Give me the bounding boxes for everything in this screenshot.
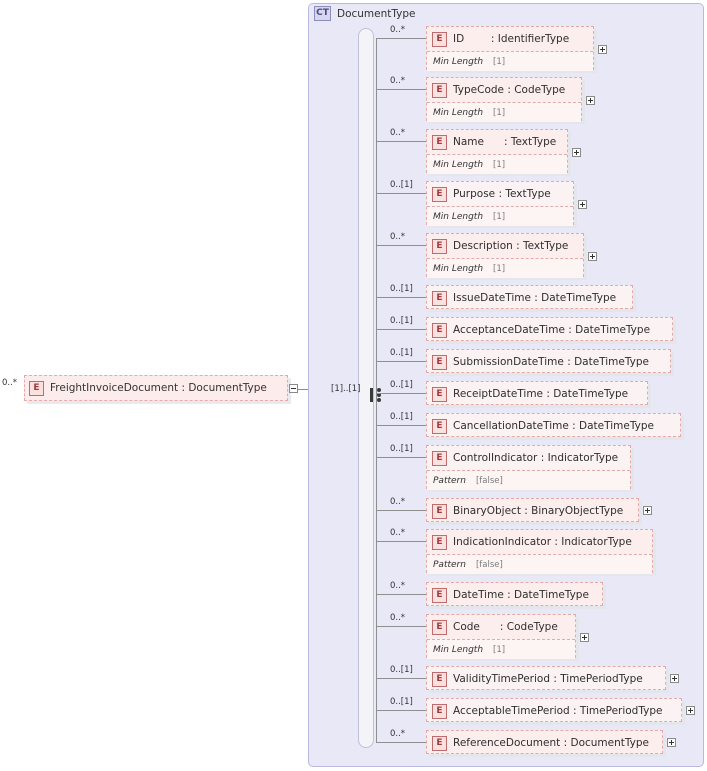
child-box-body (426, 614, 576, 658)
facet-name: Min Length (433, 159, 484, 170)
child-element-box[interactable] (426, 181, 574, 225)
connector-line (376, 425, 426, 426)
connector-line (376, 361, 426, 362)
facet-value: [false] (475, 559, 503, 570)
facet-value: [1] (493, 211, 506, 222)
child-expand-toggle[interactable] (572, 148, 581, 157)
child-element-label: ID : IdentifierType (453, 33, 570, 45)
facet-name: Min Length (433, 263, 484, 274)
child-name-row (427, 530, 652, 554)
root-element-box[interactable] (24, 375, 288, 401)
child-box-body (426, 233, 584, 277)
child-multiplicity: 0..* (390, 128, 406, 138)
child-multiplicity: 0..* (390, 76, 406, 86)
connector-line (376, 141, 426, 142)
element-kind-icon: E (432, 135, 447, 150)
child-name-row (427, 350, 670, 374)
child-multiplicity: 0..[1] (390, 348, 413, 358)
child-facet-row (427, 102, 581, 122)
connector-line (376, 393, 426, 394)
connector-line (376, 594, 426, 595)
child-element-box[interactable] (426, 129, 568, 173)
child-expand-toggle[interactable] (598, 45, 607, 54)
child-expand-toggle[interactable] (686, 706, 695, 715)
child-name-row (427, 78, 581, 102)
element-kind-icon: E (432, 672, 447, 687)
child-box-body (426, 181, 574, 225)
child-element-label: AcceptanceDateTime : DateTimeType (453, 324, 651, 336)
child-facet-row (427, 554, 652, 574)
facet-name: Pattern (433, 559, 466, 570)
child-box-body (426, 698, 682, 722)
child-name-row (427, 27, 593, 51)
complextype-header (314, 6, 416, 21)
connector-line (376, 742, 426, 743)
child-expand-toggle[interactable] (586, 96, 595, 105)
element-kind-icon: E (432, 239, 447, 254)
element-kind-icon: E (432, 620, 447, 635)
child-name-row (427, 182, 573, 206)
sequence-multiplicity: [1]..[1] (331, 384, 361, 394)
child-element-box[interactable] (426, 529, 653, 573)
element-kind-icon: E (432, 704, 447, 719)
child-facet-row (427, 258, 583, 278)
child-multiplicity: 0..[1] (390, 380, 413, 390)
child-element-box[interactable] (426, 285, 633, 309)
child-element-label: ReceiptDateTime : DateTimeType (453, 388, 629, 400)
child-name-row (427, 731, 662, 755)
child-expand-toggle[interactable] (580, 633, 589, 642)
child-name-row (427, 318, 672, 342)
child-multiplicity: 0..* (390, 25, 406, 35)
child-element-box[interactable] (426, 582, 603, 606)
connector-line (376, 38, 426, 39)
sequence-connector-icon (366, 388, 384, 402)
child-name-row (427, 382, 647, 406)
child-element-label: Code : CodeType (453, 621, 558, 633)
child-multiplicity: 0..[1] (390, 316, 413, 326)
child-element-box[interactable] (426, 77, 582, 121)
element-kind-icon: E (29, 381, 44, 396)
element-kind-icon: E (432, 535, 447, 550)
facet-value: [1] (493, 263, 506, 274)
child-facet-row (427, 470, 630, 490)
element-kind-icon: E (432, 504, 447, 519)
child-name-row (427, 234, 583, 258)
complextype-kind-icon: CT (314, 6, 331, 21)
facet-value: [1] (493, 107, 506, 118)
child-facet-row (427, 639, 575, 659)
root-collapse-toggle[interactable] (289, 384, 298, 393)
child-element-label: Name : TextType (453, 136, 557, 148)
connector-line (376, 297, 426, 298)
child-multiplicity: 0..[1] (390, 412, 413, 422)
root-element-multiplicity: 0..* (2, 378, 18, 388)
child-element-label: Description : TextType (453, 240, 569, 252)
connector-line (376, 626, 426, 627)
child-element-label: Purpose : TextType (453, 188, 551, 200)
child-expand-toggle[interactable] (578, 200, 587, 209)
child-multiplicity: 0..[1] (390, 665, 413, 675)
child-box-body (426, 349, 671, 373)
element-kind-icon: E (432, 451, 447, 466)
child-box-body (426, 413, 681, 437)
child-multiplicity: 0..[1] (390, 284, 413, 294)
child-element-box[interactable] (426, 349, 671, 373)
child-element-label: ValidityTimePeriod : TimePeriodType (453, 673, 643, 685)
child-box-body (426, 285, 633, 309)
child-box-body (426, 666, 666, 690)
child-multiplicity: 0..* (390, 729, 406, 739)
child-expand-toggle[interactable] (670, 674, 679, 683)
child-box-body (426, 582, 603, 606)
child-element-label: IndicationIndicator : IndicatorType (453, 536, 632, 548)
element-kind-icon: E (432, 736, 447, 751)
child-element-label: ControlIndicator : IndicatorType (453, 452, 619, 464)
child-facet-row (427, 51, 593, 71)
element-kind-icon: E (432, 355, 447, 370)
child-name-row (427, 583, 602, 607)
child-name-row (427, 414, 680, 438)
element-kind-icon: E (432, 588, 447, 603)
child-name-row (427, 286, 632, 310)
child-multiplicity: 0..[1] (390, 697, 413, 707)
child-element-label: CancellationDateTime : DateTimeType (453, 420, 654, 432)
child-box-body (426, 381, 648, 405)
facet-name: Min Length (433, 644, 484, 655)
child-box-body (426, 317, 673, 341)
element-kind-icon: E (432, 323, 447, 338)
element-kind-icon: E (432, 419, 447, 434)
connector-trunk (376, 38, 377, 742)
child-multiplicity: 0..* (390, 581, 406, 591)
connector-line (376, 510, 426, 511)
child-box-body (426, 26, 594, 70)
child-element-box[interactable] (426, 317, 673, 341)
element-kind-icon: E (432, 83, 447, 98)
connector-line (376, 541, 426, 542)
child-multiplicity: 0..[1] (390, 180, 413, 190)
child-element-box[interactable] (426, 614, 576, 658)
child-name-row (427, 667, 665, 691)
child-element-box[interactable] (426, 26, 594, 70)
child-element-box[interactable] (426, 445, 631, 489)
child-name-row (427, 130, 567, 154)
child-box-body (426, 529, 653, 573)
child-expand-toggle[interactable] (588, 252, 597, 261)
child-box-body (426, 77, 582, 121)
child-element-label: IssueDateTime : DateTimeType (453, 292, 617, 304)
connector-line (376, 457, 426, 458)
connector-line (376, 193, 426, 194)
facet-name: Min Length (433, 56, 484, 67)
child-multiplicity: 0..* (390, 528, 406, 538)
child-name-row (427, 499, 638, 523)
facet-name: Min Length (433, 107, 484, 118)
child-expand-toggle[interactable] (643, 506, 652, 515)
root-element-label: FreightInvoiceDocument : DocumentType (50, 382, 267, 394)
child-multiplicity: 0..[1] (390, 444, 413, 454)
element-kind-icon: E (432, 291, 447, 306)
child-box-body (426, 498, 639, 522)
child-multiplicity: 0..* (390, 613, 406, 623)
child-element-box[interactable] (426, 381, 648, 405)
element-kind-icon: E (432, 387, 447, 402)
child-box-body (426, 129, 568, 173)
element-kind-icon: E (432, 32, 447, 47)
facet-name: Pattern (433, 475, 466, 486)
connector-line (376, 89, 426, 90)
child-facet-row (427, 206, 573, 226)
connector-line (376, 678, 426, 679)
child-multiplicity: 0..* (390, 497, 406, 507)
connector-line (376, 245, 426, 246)
child-element-box[interactable] (426, 698, 682, 722)
facet-name: Min Length (433, 211, 484, 222)
child-element-label: DateTime : DateTimeType (453, 589, 589, 601)
child-name-row (427, 699, 681, 723)
child-box-body (426, 445, 631, 489)
facet-value: [false] (475, 475, 503, 486)
complextype-title: DocumentType (337, 7, 416, 20)
facet-value: [1] (493, 56, 506, 67)
connector-line (376, 329, 426, 330)
child-element-label: TypeCode : CodeType (453, 84, 566, 96)
child-element-label: ReferenceDocument : DocumentType (453, 737, 649, 749)
child-name-row (427, 446, 630, 470)
child-element-box[interactable] (426, 413, 681, 437)
child-element-box[interactable] (426, 666, 666, 690)
child-element-box[interactable] (426, 233, 584, 277)
child-box-body (426, 730, 663, 754)
child-element-label: AcceptableTimePeriod : TimePeriodType (453, 705, 663, 717)
child-name-row (427, 615, 575, 639)
child-element-label: SubmissionDateTime : DateTimeType (453, 356, 649, 368)
child-facet-row (427, 154, 567, 174)
child-multiplicity: 0..* (390, 232, 406, 242)
facet-value: [1] (493, 159, 506, 170)
child-element-box[interactable] (426, 730, 663, 754)
child-expand-toggle[interactable] (667, 738, 676, 747)
facet-value: [1] (493, 644, 506, 655)
connector-line (376, 710, 426, 711)
element-kind-icon: E (432, 187, 447, 202)
child-element-label: BinaryObject : BinaryObjectType (453, 505, 624, 517)
child-element-box[interactable] (426, 498, 639, 522)
